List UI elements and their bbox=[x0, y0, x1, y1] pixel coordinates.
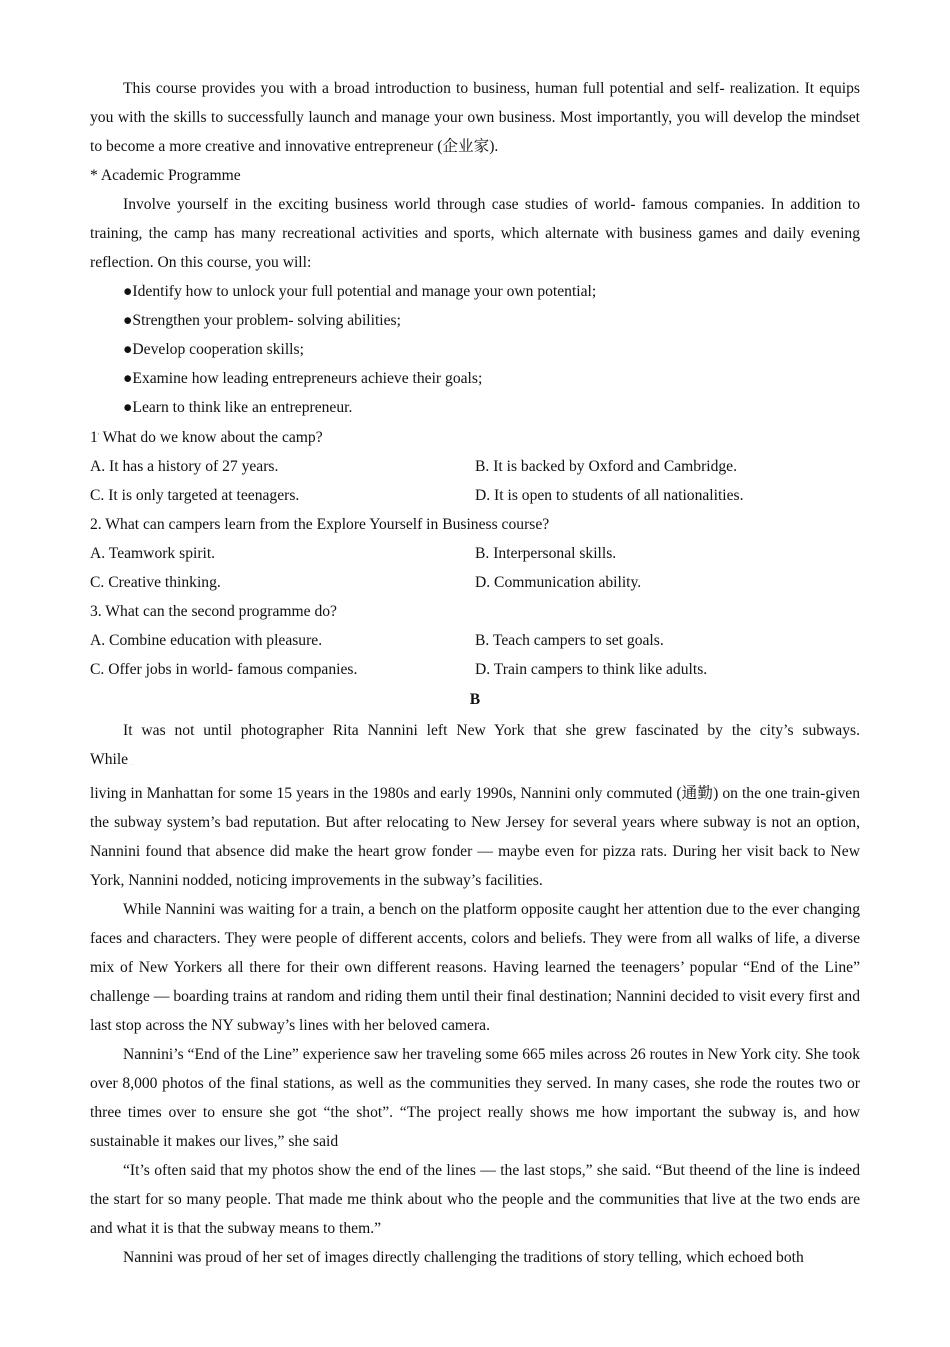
bullet-list bbox=[90, 277, 860, 422]
bullet-item: ●Develop cooperation skills; bbox=[123, 341, 304, 358]
programme-paragraph: Involve yourself in the exciting business world through case studies of world- famous companies. In addition to training, the camp has many recreational activities and sports, which alternate with business games and daily evening reflection. On this course, you will: bbox=[90, 196, 860, 271]
question-3 bbox=[90, 597, 860, 684]
option-b: B. It is backed by Oxford and Cambridge. bbox=[475, 458, 738, 475]
question-stem: 3. What can the second programme do? bbox=[90, 603, 337, 620]
options-row bbox=[90, 655, 860, 684]
bullet-item: ●Learn to think like an entrepreneur. bbox=[123, 399, 353, 416]
passage-b-p1-rest: living in Manhattan for some 15 years in the 1980s and early 1990s, Nannini only commuted (通勤) on the one train-given the subway system’s bad reputation. But after relocating to New Jersey for several years where subway is not an option, Nannini found that absence did make the heart grow fonder — maybe even for pizza rats. During her visit back to New York, Nannini nodded, noticing improvements in the subway’s facilities. bbox=[90, 785, 860, 889]
option-d: D. Train campers to think like adults. bbox=[475, 661, 708, 678]
bullet-item: ●Examine how leading entrepreneurs achieve their goals; bbox=[123, 370, 483, 387]
option-d: D. Communication ability. bbox=[475, 574, 642, 591]
question-stem bbox=[90, 422, 860, 452]
document-page bbox=[90, 74, 860, 1272]
question-stem: 2. What can campers learn from the Explore Yourself in Business course? bbox=[90, 516, 550, 533]
options-row bbox=[90, 481, 860, 510]
options-row bbox=[90, 539, 860, 568]
while-word: While bbox=[90, 751, 129, 768]
option-a: A. Combine education with pleasure. bbox=[90, 632, 323, 649]
stray-mark: . bbox=[131, 761, 133, 767]
question-text: What do we know about the camp? bbox=[99, 429, 323, 446]
passage-b-p4: “It’s often said that my photos show the end of the lines — the last stops,” she said. “But theend of the line is indeed the start for so many people. That made me think about who the people and the communities that live at the two ends are and what it is that the subway means to them.” bbox=[90, 1162, 860, 1237]
bullet-item: ●Strengthen your problem- solving abilities; bbox=[123, 312, 401, 329]
options-row bbox=[90, 568, 860, 597]
option-c: C. It is only targeted at teenagers. bbox=[90, 487, 300, 504]
passage-b-p1-line2 bbox=[90, 745, 860, 779]
passage-b-p1-line1: It was not until photographer Rita Nannini left New York that she grew fascinated by the city’s subways. bbox=[123, 722, 860, 739]
question-1 bbox=[90, 422, 860, 510]
passage-b-p3: Nannini’s “End of the Line” experience saw her traveling some 665 miles across 26 routes in New York city. She took over 8,000 photos of the final stations, as well as the communities they served. In many cases, she rode the routes two or three times over to ensure she got “the shot”. “The project really shows me how important the subway is, and how sustainable it makes our lives,” she said bbox=[90, 1046, 860, 1150]
options-row bbox=[90, 452, 860, 481]
question-2 bbox=[90, 510, 860, 597]
option-a: A. Teamwork spirit. bbox=[90, 545, 216, 562]
section-b-heading: B bbox=[469, 691, 481, 708]
passage-b-p2: While Nannini was waiting for a train, a bench on the platform opposite caught her attention due to the ever changing faces and characters. They were people of different accents, colors and beliefs. They were from all walks of life, a diverse mix of New Yorkers all there for their own different reasons. Having learned the teenagers’ popular “End of the Line” challenge — boarding trains at random and riding them until their final destination; Nannini decided to visit every first and last stop across the NY subway’s lines with her beloved camera. bbox=[90, 901, 860, 1034]
option-c: C. Creative thinking. bbox=[90, 574, 221, 591]
option-b: B. Interpersonal skills. bbox=[475, 545, 617, 562]
option-b: B. Teach campers to set goals. bbox=[475, 632, 664, 649]
question-number: 1 bbox=[90, 429, 98, 446]
option-d: D. It is open to students of all nationalities. bbox=[475, 487, 744, 504]
bullet-item: ●Identify how to unlock your full potential and manage your own potential; bbox=[123, 283, 597, 300]
option-c: C. Offer jobs in world- famous companies. bbox=[90, 661, 358, 678]
passage-b-p5: Nannini was proud of her set of images directly challenging the traditions of story telling, which echoed both bbox=[123, 1249, 804, 1266]
intro-paragraph: This course provides you with a broad introduction to business, human full potential and self- realization. It equips you with the skills to successfully launch and manage your own business. Most importantly, you will develop the mindset to become a more creative and innovative entrepreneur (企业家). bbox=[90, 80, 860, 155]
number-mark: ' bbox=[97, 432, 100, 440]
options-row bbox=[90, 626, 860, 655]
programme-heading: * Academic Programme bbox=[90, 167, 241, 184]
option-a: A. It has a history of 27 years. bbox=[90, 458, 279, 475]
